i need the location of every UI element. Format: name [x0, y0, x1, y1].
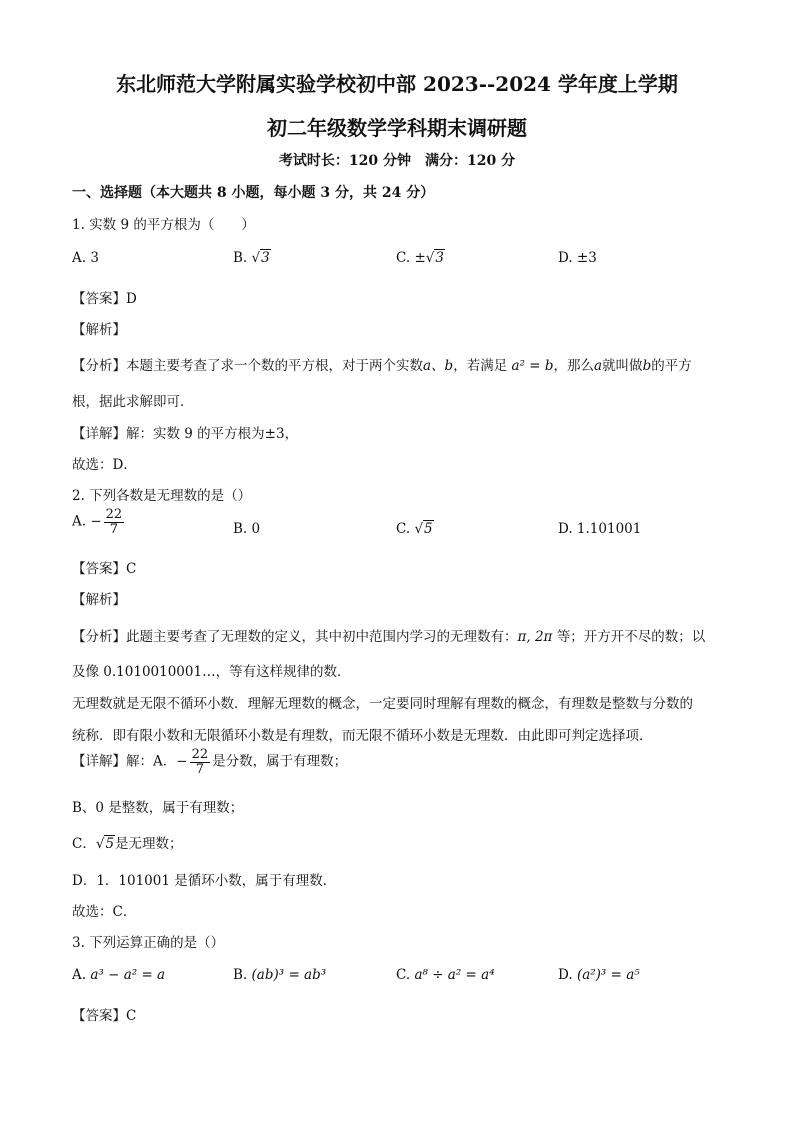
fraction — [190, 748, 211, 776]
q3-option-b — [233, 967, 326, 983]
q2-detail-a — [72, 748, 347, 776]
q3-answer: 【答案】C — [72, 1008, 137, 1024]
q1-option-c — [396, 250, 445, 266]
q1-analysis-line2: 根，据此求解即可． — [72, 394, 194, 410]
fraction-denominator: 7 — [109, 521, 119, 537]
exam-title-line1: 东北师范大学附属实验学校初中部 2023--2024 学年度上学期 — [116, 72, 678, 96]
q1-option-c-label: C. — [396, 250, 411, 266]
q3-option-c — [396, 967, 495, 983]
q2-option-c — [396, 521, 434, 537]
fraction-numerator: 22 — [191, 747, 209, 762]
q2-option-a-label: A. — [72, 513, 87, 530]
q1-analysis-tag: 【解析】 — [72, 322, 126, 338]
q2-analysis-text-1: 【分析】此题主要考查了无理数的定义，其中初中范围内学习的无理数有： — [72, 629, 518, 645]
q3-option-a-label: A. — [72, 967, 87, 983]
q2-analysis-line4: 统称．即有限小数和无限循环小数是有理数，而无限不循环小数是无理数．由此即可判定选择项． — [72, 728, 653, 744]
q1-detail: 【详解】解：实数 9 的平方根为±3， — [72, 426, 299, 442]
q1-choose: 故选：D． — [72, 457, 137, 473]
section-heading: 一、选择题（本大题共 8 小题，每小题 3 分，共 24 分） — [72, 185, 435, 201]
q3-option-b-label: B. — [233, 967, 248, 983]
q2-detail-d: D．1．101001 是循环小数，属于有理数． — [72, 873, 337, 889]
q1-option-b — [233, 250, 271, 266]
q2-option-a — [72, 508, 126, 536]
q2-option-d: D. 1.101001 — [558, 521, 642, 537]
q2-detail-c-radicand: 5 — [105, 836, 115, 852]
plus-minus-symbol: ± — [414, 250, 426, 266]
q1-analysis-var-b: b — [642, 358, 652, 374]
q1-option-b-radicand: 3 — [261, 250, 270, 266]
q2-detail-a-prefix: 【详解】解：A． — [72, 753, 177, 770]
q2-analysis-text-2: 等；开方开不尽的数；以 — [552, 629, 706, 645]
q1-analysis-var-a: a — [594, 358, 603, 374]
q1-option-c-radicand: 3 — [435, 250, 444, 266]
q1-option-b-label: B. — [233, 250, 248, 266]
q2-stem: 2. 下列各数是无理数的是（） — [72, 488, 252, 504]
q1-analysis-equation: a² = b — [511, 358, 554, 374]
q1-analysis-text-4: 就叫做 — [602, 358, 643, 374]
q3-option-d — [558, 967, 640, 983]
q3-option-a-expr: a³ − a² = a — [90, 967, 166, 983]
q1-analysis-text-1: 【分析】本题主要考查了求一个数的平方根，对于两个实数 — [72, 358, 423, 374]
sqrt-symbol: √3 — [251, 250, 270, 266]
q2-detail-c-prefix: C． — [72, 836, 96, 852]
q2-analysis-pi: π, 2π — [517, 629, 553, 645]
q2-analysis-line1 — [72, 625, 705, 645]
q1-option-a: A. 3 — [72, 250, 99, 266]
q2-detail-b: B、0 是整数，属于有理数； — [72, 800, 244, 816]
sqrt-symbol: √5 — [414, 521, 433, 537]
q3-option-d-expr: (a²)³ = a⁵ — [576, 967, 640, 983]
q3-option-c-expr: a⁸ ÷ a² = a⁴ — [414, 967, 495, 983]
fraction-denominator: 7 — [195, 761, 204, 777]
q3-stem: 3. 下列运算正确的是（） — [72, 935, 225, 951]
q2-analysis-line3: 无理数就是无限不循环小数．理解无理数的概念，一定要同时理解有理数的概念，有理数是整数与分数的 — [72, 696, 693, 712]
q3-option-b-expr: (ab)³ = ab³ — [251, 967, 327, 983]
q3-option-a — [72, 967, 165, 983]
q2-option-c-radicand: 5 — [424, 521, 433, 537]
q2-detail-c-suffix: 是无理数； — [115, 836, 183, 852]
q1-analysis-line1 — [72, 354, 692, 374]
q1-analysis-text-3: ，那么 — [553, 358, 594, 374]
q2-choose: 故选：C． — [72, 904, 137, 920]
q1-analysis-vars: a、b — [423, 358, 454, 374]
q2-analysis-line2: 及像 0.1010010001…，等有这样规律的数． — [72, 664, 351, 680]
q1-answer: 【答案】D — [72, 291, 137, 307]
minus-sign: − — [176, 753, 188, 770]
q2-detail-c — [72, 832, 183, 852]
q1-analysis-text-5: 的平方 — [651, 358, 692, 374]
q1-analysis-text-2: ，若满足 — [453, 358, 508, 374]
exam-title-line2: 初二年级数学学科期末调研题 — [267, 116, 527, 140]
minus-sign: − — [90, 513, 102, 530]
q1-stem: 1. 实数 9 的平方根为（ ） — [72, 217, 255, 233]
sqrt-symbol: √3 — [425, 250, 444, 266]
q2-detail-a-suffix: 是分数，属于有理数； — [212, 753, 348, 770]
q2-option-b: B. 0 — [233, 521, 261, 537]
q2-option-c-label: C. — [396, 521, 411, 537]
exam-info: 考试时长：120 分钟 满分：120 分 — [278, 153, 516, 169]
q1-option-d: D. ±3 — [558, 250, 597, 266]
fraction — [104, 508, 125, 536]
sqrt-symbol: √5 — [95, 836, 115, 852]
q3-option-d-label: D. — [558, 967, 573, 983]
q3-option-c-label: C. — [396, 967, 411, 983]
q2-answer: 【答案】C — [72, 561, 137, 577]
q2-analysis-tag: 【解析】 — [72, 592, 126, 608]
fraction-numerator: 22 — [105, 507, 123, 522]
